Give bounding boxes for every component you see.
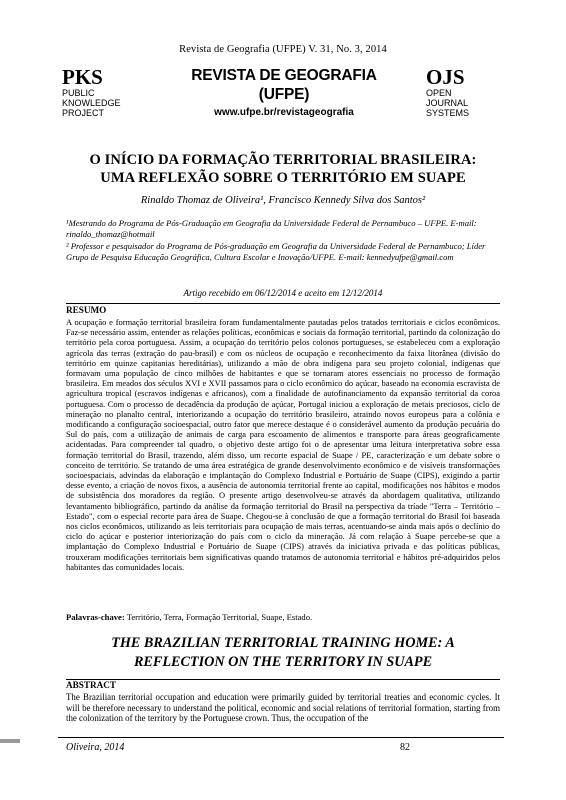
ojs-sub-line: SYSTEMS — [426, 108, 470, 118]
resumo-heading: RESUMO — [66, 305, 107, 315]
journal-title-affiliation: (UFPE) — [258, 86, 310, 103]
section-divider — [66, 679, 500, 680]
pkp-sub-line: PROJECT — [62, 108, 105, 118]
section-divider — [66, 303, 500, 304]
footer-citation: Oliveira, 2014 — [66, 742, 125, 753]
abstract-heading: ABSTRACT — [66, 680, 117, 690]
pkp-sub-line: KNOWLEDGE — [62, 98, 121, 108]
english-title-line: THE BRAZILIAN TERRITORIAL TRAINING HOME: A — [111, 635, 455, 651]
pkp-sub-line: PUBLIC — [62, 88, 95, 98]
affiliation-2: ² Professor e pesquisador do Programa de Pós-graduação em Geografia da Universidade Federal de Pernambuco; Líder Grupo de Pesquisa Educação Geográfica, Cultura Escolar e Inovação/UFPE. E-mail: kennedyufpe@gmail.com — [66, 241, 486, 262]
ojs-abbr: OJS — [426, 65, 465, 89]
affiliation-1: ¹Mestrando do Programa de Pós-Graduação em Geografia da Universidade Federal de Pernambuco – UFPE. E-mail: rinaldo_thomaz@hotmail — [66, 218, 477, 239]
journal-title-block — [142, 66, 426, 119]
ojs-sub-line: JOURNAL — [426, 98, 469, 108]
english-title-line: REFLECTION ON THE TERRITORY IN SUAPE — [133, 654, 433, 670]
page-number: 82 — [400, 742, 410, 753]
journal-masthead — [62, 66, 506, 132]
running-head: Revista de Geografia (UFPE) V. 31, No. 3, 2014 — [179, 44, 387, 55]
abstract-body: The Brazilian territorial occupation and education were primarily guided by territorial treaties and economic cycles. It will be therefore necessary to understand the political, economic and social relations of territorial formation, starting from the colonization of the territory by the Portuguese crown. Thus, the occupation of the — [66, 692, 500, 724]
ojs-logo — [426, 66, 506, 118]
resumo-body: A ocupação e formação territorial brasileira foram fundamentalmente pautadas pelos tratados territoriais e ciclos econômicos. Faz-se necessário assim, entender as relações políticas, econômicas e sociais da formação territorial, partindo da colonização do território pela coroa portuguesa. Assim, a ocupação do território pelos colonos portugueses, se estabeleceu com a exploração agrícola das terras (extração do pau-brasil) e com os núcleos de ocupação e reconhecimento da faixa litorânea (divisão do território em quinze capitanias hereditárias), utilizando a mão de obra indígena para seu projeto colonial, indígenas que formavam uma população de cinco milhões de habitantes e que se tornaram atores essenciais no processo de formação brasileira. Em meados dos séculos XVI e XVII passamos para o ciclo econômico do açúcar, baseado na economia escravista de agricultura tropical (escravos indígenas e africanos), com a finalidade de autofinanciamento da expansão territorial da coroa portuguesa. Com o processo de decadência da produção de açúcar, Portugal iniciou a exploração de metais preciosos, ciclo de mineração no planalto central, interiorizando a ocupação do território brasileiro, atraindo novos europeus para a colônia e modificando a configuração socioespacial, outro fator que merece destaque é o considerável aumento da produção pecuária do Sul do país, com a utilização de animais de carga para escoamento de alimentos e transporte para áreas geograficamente acidentadas. Para compreender tal quadro, o objetivo deste artigo foi o de apresentar uma leitura interpretativa sobre essa formação territorial do Brasil, trazendo, além disso, um recorte espacial de Suape / PE, caracterização e um debate sobre o conceito de território. Se tratando de uma área estratégica de grande desenvolvimento econômico e de visíveis transformações socioespaciais, advindas da elaboração e implantação do Complexo Industrial e Portuário de Suape (CIPS), exigindo a partir desse evento, a criação de novos fixos, a ausência de autonomia territorial frente ao capital, modificações nos hábitos e modos de subsistência dos moradores da região. O presente artigo desenvolveu-se através da abordagem qualitativa, utilizando levantamento bibliográfico, partindo da análise da formação territorial do Brasil na perspectiva da tríade "Terra – Território – Estado", com o especial recorte para área de Suape. Chegou-se à conclusão de que a formação territorial do Brasil foi baseada nos ciclos econômicos, utilizando as leis territoriais para ocupação de mais terras, acentuando-se ainda mais após o declínio do ciclo do açúcar e posterior interiorização do país com o ciclo da mineração. Já com relação à Suape percebe-se que a implantação do Complexo Industrial e Portuário de Suape (CIPS) através da iniciativa privada e das políticas públicas, trouxeram modificações territoriais bem significativas quando tratamos de autonomia territorial e hábitos pré-adquiridos pelos habitantes das comunidades locais. — [66, 317, 500, 572]
english-title — [60, 634, 506, 672]
article-title-line: O INÍCIO DA FORMAÇÃO TERRITORIAL BRASILEIRA: — [89, 152, 477, 168]
received-date: Artigo recebido em 06/12/2014 e aceito em 12/12/2014 — [183, 288, 383, 298]
keywords — [66, 612, 500, 622]
authors: Rinaldo Thomaz de Oliveira¹, Francisco Kennedy Silva dos Santos² — [140, 195, 426, 206]
margin-marker — [0, 739, 20, 743]
pkp-logo — [62, 66, 142, 118]
keywords-label: Palavras-chave: — [66, 612, 125, 622]
keywords-list: Território, Terra, Formação Territorial, Suape, Estado. — [124, 612, 313, 622]
journal-url[interactable]: www.ufpe.br/revistageografia — [214, 107, 354, 118]
footer-divider — [58, 737, 504, 738]
journal-title: REVISTA DE GEOGRAFIA — [191, 67, 377, 84]
pkp-abbr: PKS — [62, 65, 103, 89]
article-title — [60, 151, 506, 187]
article-title-line: UMA REFLEXÃO SOBRE O TERRITÓRIO EM SUAPE — [100, 170, 466, 186]
ojs-sub-line: OPEN — [426, 88, 452, 98]
